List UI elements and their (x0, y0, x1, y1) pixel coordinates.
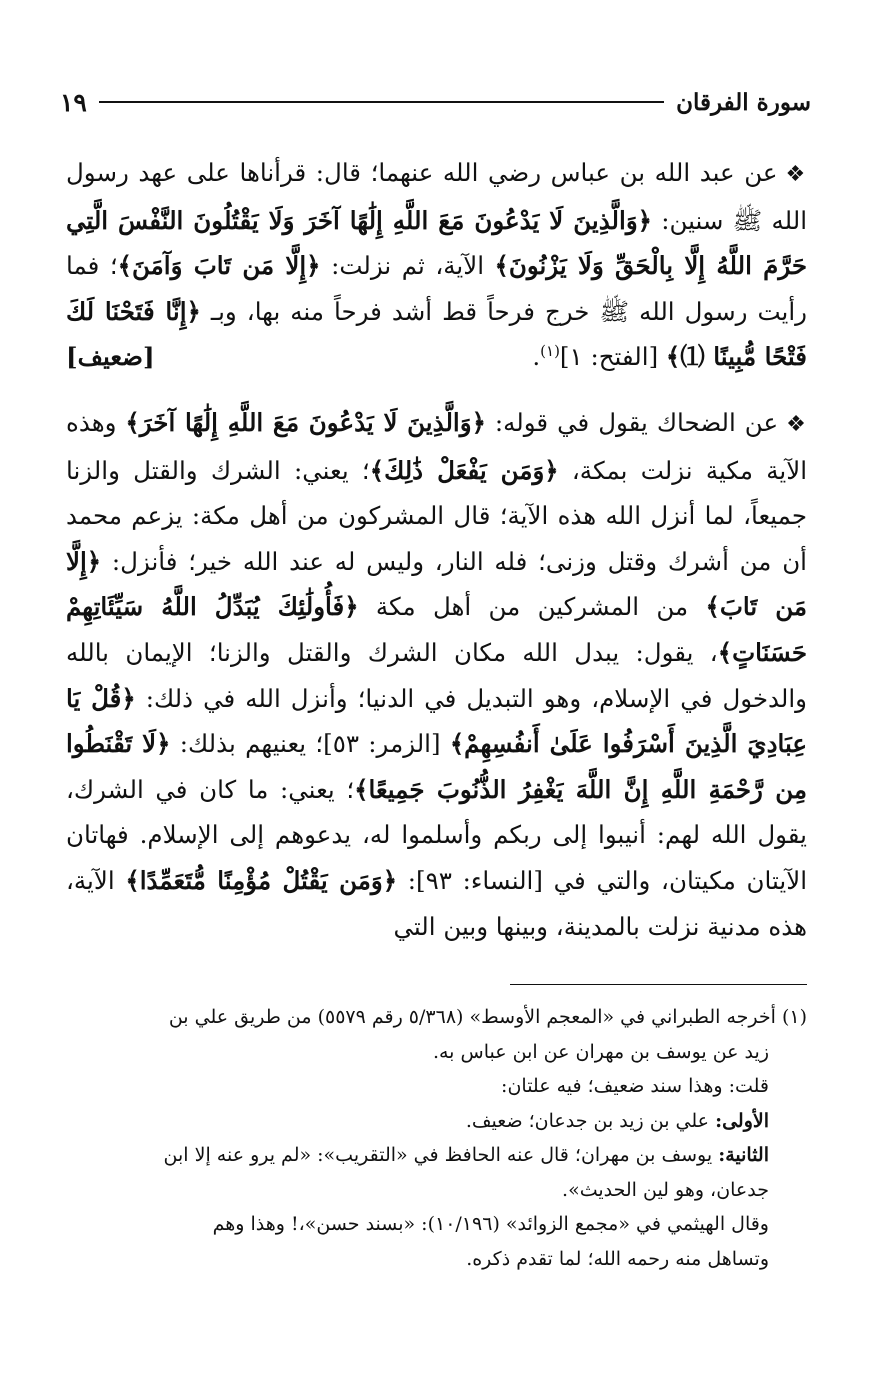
narration-text: ؛ يعني: ما كان في الشرك، يقول الله لهم: أنيبوا إلى ربكم وأسلموا له، يدعوهم إلى الإسلام. فهاتان الآيتان مكيتان، والتي في [النساء: ٩٣]: (66, 774, 807, 895)
narration-text: وهذه الآية مكية نزلت بمكة، (66, 407, 807, 485)
main-text (66, 150, 807, 949)
narration-intro: عن عبد الله بن عباس رضي الله عنهما؛ قال: قرأناها على عهد رسول الله ﷺ سنين: (66, 158, 807, 235)
first-defect-text: علي بن زيد بن جدعان؛ ضعيف. (465, 1109, 716, 1132)
quran-verse: ﴿قُلْ يَا عِبَادِيَ الَّذِينَ أَسْرَفُوا عَلَىٰ أَنفُسِهِمْ﴾ (66, 683, 807, 759)
paragraph-dahhak (66, 400, 807, 949)
narration-text: الآية، هذه مدنية نزلت بالمدينة، وبينها وبين التي (66, 865, 807, 941)
quran-verse: ﴿لَا تَقْنَطُوا مِن رَّحْمَةِ اللَّهِ إِنَّ اللَّهَ يَغْفِرُ الذُّنُوبَ جَمِيعًا﴾ (66, 729, 808, 804)
narration-text: الآية، ثم نزلت: (320, 251, 495, 281)
footnote-line: جدعان، وهو لين الحديث». (562, 1178, 769, 1201)
paragraph-ibn-abbas (66, 150, 807, 380)
quran-verse: ﴿فَأُولَٰئِكَ يُبَدِّلُ اللَّهُ سَيِّئَاتِهِمْ حَسَنَاتٍ﴾ (66, 592, 807, 667)
narration-text: من المشركين من أهل مكة (358, 592, 706, 622)
quran-verse: ﴿وَالَّذِينَ لَا يَدْعُونَ مَعَ اللَّهِ إِلَٰهًا آخَرَ﴾ (125, 407, 486, 437)
hadith-grade: [ضعيف] (66, 342, 155, 372)
first-defect-label: الأولى: (715, 1109, 769, 1132)
quran-verse: ﴿إِلَّا مَن تَابَ وَآمَنَ﴾ (117, 251, 321, 281)
footnote-first-defect (66, 1104, 807, 1139)
footnote-separator (510, 984, 807, 985)
header-rule (99, 101, 664, 103)
bullet-diamond-icon: ❖ (785, 162, 808, 187)
page-number: ١٩ (60, 87, 87, 117)
footnote-marker[interactable]: (١) (540, 342, 560, 361)
sentence-end: . (532, 342, 541, 372)
bullet-diamond-icon: ❖ (786, 411, 807, 437)
page-header (60, 80, 811, 124)
narration-text: ؛ يعني: الشرك والقتل والزنا جميعاً، لما أنزل الله هذه الآية؛ قال المشركون من أهل مكة: يزعم محمد أن من أشرك وقتل وزنى؛ فله النار، وليس له عند الله خير؛ فأنزل: (66, 455, 807, 576)
surah-name: سورة الفرقان (676, 88, 811, 116)
footnote-line: زيد عن يوسف بن مهران عن ابن عباس به. (432, 1040, 769, 1063)
footnote-line: وتساهل منه رحمه الله؛ لما تقدم ذكره. (466, 1247, 769, 1270)
footnote-line: قلت: وهذا سند ضعيف؛ فيه علتان: (501, 1075, 769, 1097)
footnote-second-defect (66, 1138, 807, 1173)
footnote-text: أخرجه الطبراني في «المعجم الأوسط» (٥/٣٦٨ رقم ٥٥٧٩) من طريق علي بن (168, 1006, 782, 1028)
second-defect-label: الثانية: (718, 1144, 769, 1166)
footnote-line: وقال الهيثمي في «مجمع الزوائد» (١٠/١٩٦): «بسند حسن»،! وهذا وهم (212, 1213, 769, 1235)
footnote-1 (66, 1000, 807, 1035)
quran-verse: ﴿وَمَن يَفْعَلْ ذَٰلِكَ﴾ (369, 455, 559, 485)
second-defect-text: يوسف بن مهران؛ قال عنه الحافظ في «التقريب»: «لم يرو عنه إلا ابن (163, 1144, 719, 1166)
narration-text: ؛ فما رأيت رسول الله ﷺ خرج فرحاً قط أشد فرحاً منه بها، وبـ (66, 251, 807, 326)
verse-citation: [الفتح: ١] (559, 342, 666, 372)
quran-verse: ﴿وَالَّذِينَ لَا يَدْعُونَ مَعَ اللَّهِ إِلَٰهًا آخَرَ وَلَا يَقْتُلُونَ النَّفْسَ الَّتِي حَرَّمَ اللَّهُ إِلَّا بِالْحَقِّ وَلَا يَزْنُونَ﴾ (66, 205, 808, 281)
quran-verse: ﴿إِنَّا فَتَحْنَا لَكَ فَتْحًا مُّبِينًا ⑴﴾ (66, 296, 807, 372)
narration-text: [الزمر: ٥٣]؛ يعنيهم بذلك: (170, 729, 450, 759)
quran-verse: ﴿وَمَن يَقْتُلْ مُؤْمِنًا مُّتَعَمِّدًا﴾ (125, 865, 398, 895)
footnote-number: (١) (781, 1006, 807, 1028)
quran-verse: ﴿إِلَّا مَن تَابَ﴾ (66, 546, 807, 622)
narration-text: ، يقول: يبدل الله مكان الشرك والقتل والزنا؛ الإيمان بالله والدخول في الإسلام، وهو التبديل في الدنيا؛ وأنزل الله في ذلك: (66, 637, 808, 713)
footnotes (66, 1000, 807, 1276)
narration-text: عن الضحاك يقول في قوله: (485, 407, 779, 437)
